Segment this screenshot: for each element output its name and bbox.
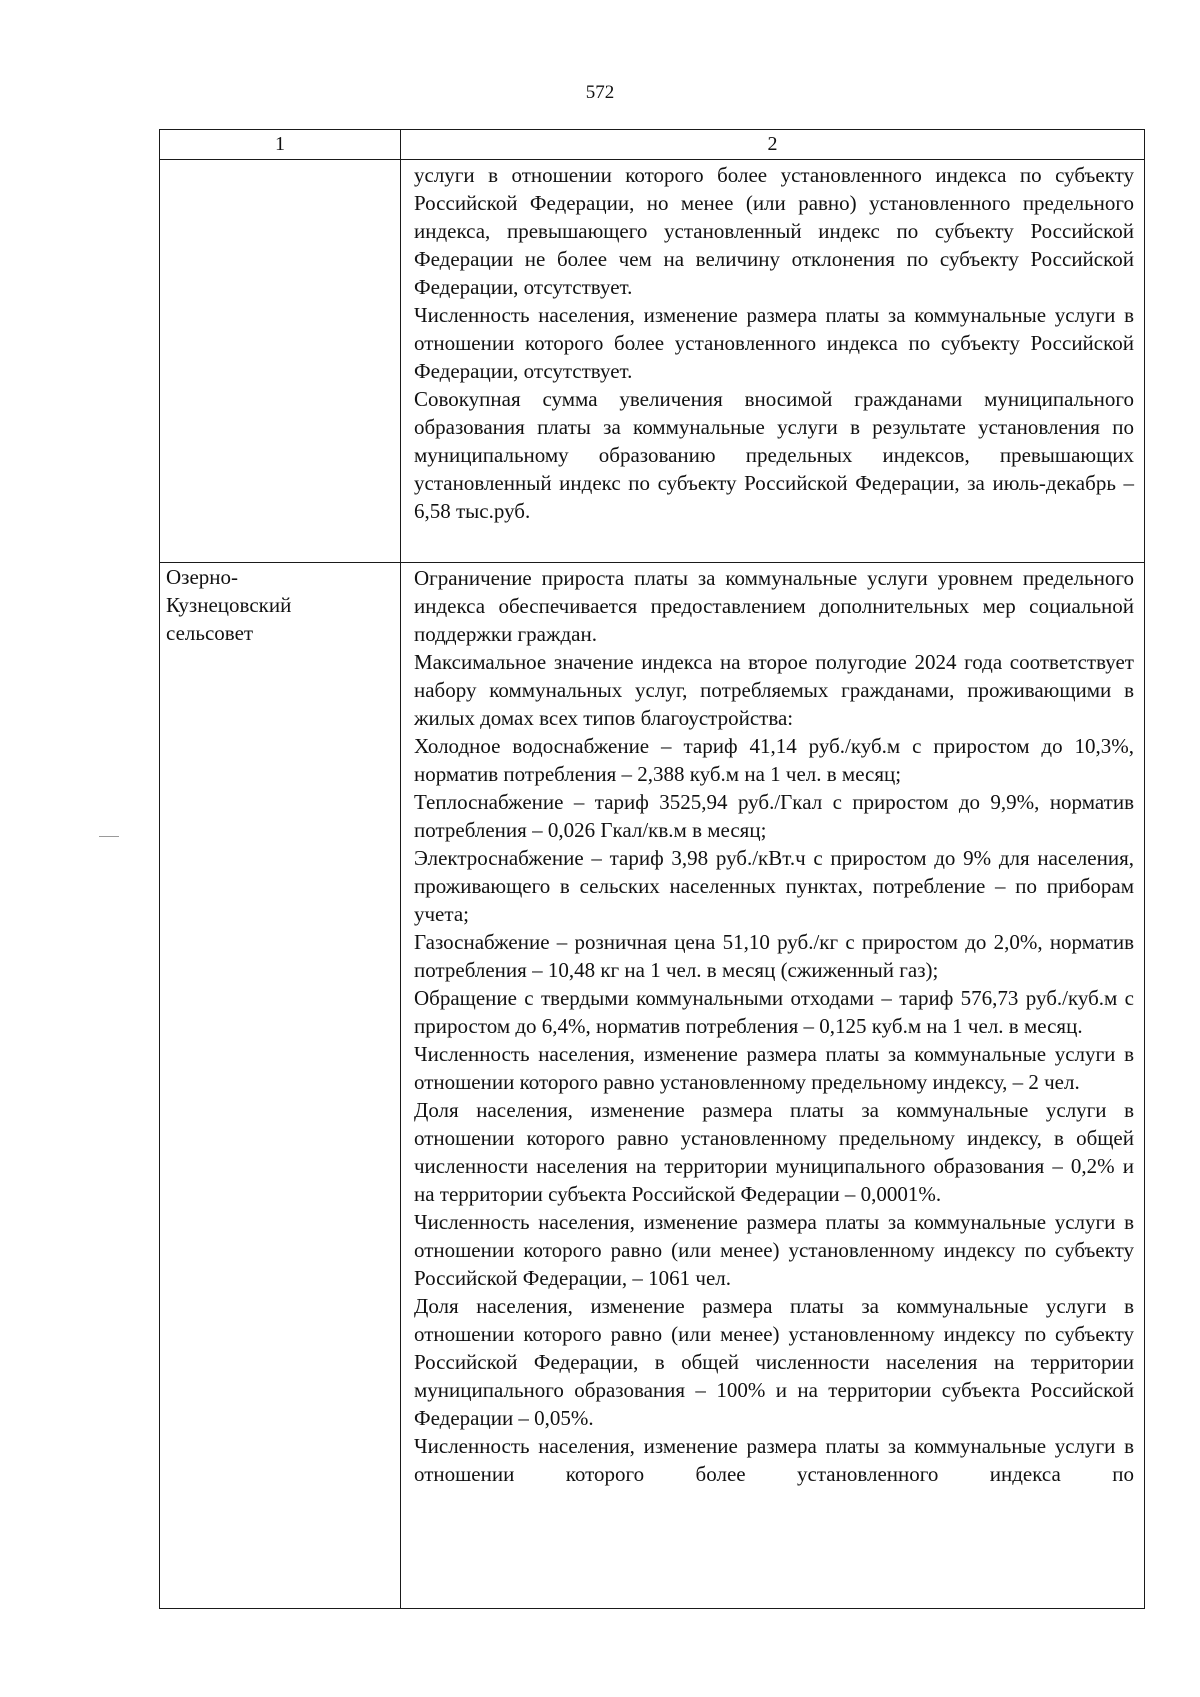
paragraph: Ограничение прироста платы за коммунальные услуги уровнем предельного индекса обеспечивается предоставлением дополнительных мер социальной поддержки граждан.	[414, 566, 1134, 646]
paragraph: Совокупная сумма увеличения вносимой гражданами муниципального образования платы за коммунальные услуги в результате установления по муниципальному образованию предельных индексов, превышающих установленный индекс по субъекту Российской Федерации, за июль-декабрь – 6,58 тыс.руб.	[414, 387, 1134, 523]
table-header-row	[160, 130, 1145, 160]
paragraph: Численность населения, изменение размера платы за коммунальные услуги в отношении которого равно установленному предельному индексу, – 2 чел.	[414, 1042, 1134, 1094]
table-row	[160, 563, 1145, 1609]
paragraph: Численность населения, изменение размера платы за коммунальные услуги в отношении которого более установленного индекса по	[414, 1434, 1134, 1486]
scan-mark	[99, 836, 119, 837]
paragraph: Доля населения, изменение размера платы за коммунальные услуги в отношении которого равно (или менее) установленному индексу по субъекту Российской Федерации, в общей численности населения на территории муниципального образования – 100% и на территории субъекта Российской Федерации – 0,05%.	[414, 1294, 1134, 1430]
paragraph: Газоснабжение – розничная цена 51,10 руб./кг с приростом до 2,0%, норматив потребления – 10,48 кг на 1 чел. в месяц (сжиженный газ);	[414, 930, 1134, 982]
paragraph: Численность населения, изменение размера платы за коммунальные услуги в отношении которого более установленного индекса по субъекту Российской Федерации, отсутствует.	[414, 303, 1134, 383]
page-number: 572	[585, 82, 615, 103]
description-cell	[401, 563, 1145, 1609]
paragraph: услуги в отношении которого более установленного индекса по субъекту Российской Федерации, но менее (или равно) установленного предельного индекса, превышающего установленный индекс по субъекту Российской Федерации не более чем на величину отклонения по субъекту Российской Федерации, отсутствует.	[414, 163, 1134, 299]
municipality-name: Озерно- Кузнецовский сельсовет	[166, 565, 292, 645]
column-header-1: 1	[160, 130, 401, 160]
description-cell	[401, 160, 1145, 563]
municipality-cell	[160, 563, 401, 1609]
paragraph: Доля населения, изменение размера платы за коммунальные услуги в отношении которого равно установленному предельному индексу, в общей численности населения на территории муниципального образования – 0,2% и на территории субъекта Российской Федерации – 0,0001%.	[414, 1098, 1134, 1206]
paragraph: Обращение с твердыми коммунальными отходами – тариф 576,73 руб./куб.м с приростом до 6,4%, норматив потребления – 0,125 куб.м на 1 чел. в месяц.	[414, 986, 1134, 1038]
paragraph: Численность населения, изменение размера платы за коммунальные услуги в отношении которого равно (или менее) установленному индексу по субъекту Российской Федерации, – 1061 чел.	[414, 1210, 1134, 1290]
paragraph: Максимальное значение индекса на второе полугодие 2024 года соответствует набору коммунальных услуг, потребляемых гражданами, проживающими в жилых домах всех типов благоустройства:	[414, 650, 1134, 730]
municipal-index-table	[159, 129, 1145, 1609]
paragraph: Электроснабжение – тариф 3,98 руб./кВт.ч с приростом до 9% для населения, проживающего в сельских населенных пунктах, потребление – по приборам учета;	[414, 846, 1134, 926]
column-header-2: 2	[401, 130, 1145, 160]
paragraph: Холодное водоснабжение – тариф 41,14 руб./куб.м с приростом до 10,3%, норматив потребления – 2,388 куб.м на 1 чел. в месяц;	[414, 734, 1134, 786]
municipality-cell	[160, 160, 401, 563]
table-row	[160, 160, 1145, 563]
paragraph: Теплоснабжение – тариф 3525,94 руб./Гкал с приростом до 9,9%, норматив потребления – 0,026 Гкал/кв.м в месяц;	[414, 790, 1134, 842]
